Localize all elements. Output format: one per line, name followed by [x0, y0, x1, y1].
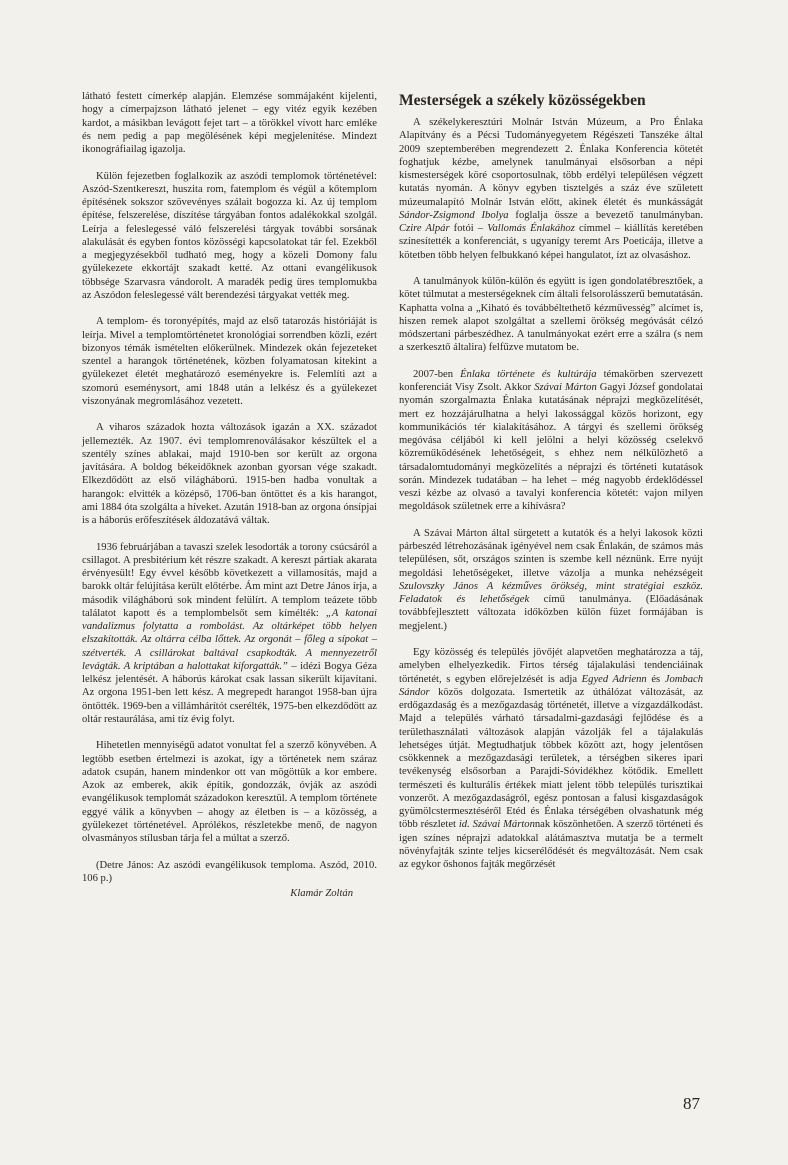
- paragraph-text: című tanulmánya. (Előadásának továbbfejlesztett változata időközben külön füzet formájában is megjelent.): [399, 594, 703, 632]
- paragraph-text: foglalja össze a bevezető tanulmányban.: [508, 209, 703, 221]
- paragraph: [82, 541, 377, 727]
- paragraph-text: és: [646, 673, 665, 685]
- paragraph: A viharos századok hozta változások igazán a XX. századot jellemezték. Az 1907. évi templomrenoválásakor készültek el a szentély színes ablakai, majd 1910-ben sor került az orgona javítására. A boldog békeidőknek azonban gyorsan vége szakadt. Elkezdődött az első világháború. 1915-ben hadba vonultak a harangok: elvitték a középső, 1706-ban öntöttet és a kis harangot, ami 1884 óta szolgálta a híveket. Azután 1918-ban az orgona ónsípjai is a háborús erőfeszítések áldozatává váltak.: [82, 422, 377, 526]
- author-name: Jombach Sándor: [399, 673, 703, 698]
- paragraph: [399, 368, 703, 514]
- work-title: Énlaka története és kultúrája: [460, 368, 597, 380]
- author-name: Egyed Adrienn: [581, 673, 647, 685]
- paragraph: A tanulmányok külön-külön és együtt is igen gondolatébresztőek, a kötet túlmutat a mesterségeknek cím általi felsorolásszerű bemutatásán. Kaphatta volna a „Kiható és továbbéltethető kézművesség” alcímet is, hiszen remek alapot szolgáltat a szellemi örökség megóvását célzó módszertani párbeszédhez. A tanulmányokat ezért erre a szálra (s nem a szerkesztő általira) felfűzve mutatom be.: [399, 276, 703, 354]
- paragraph-text: 2007-ben: [413, 368, 461, 380]
- paragraph: [399, 527, 703, 633]
- citation: (Detre János: Az aszódi evangélikusok temploma. Aszód, 2010. 106 p.): [82, 859, 377, 884]
- paragraph: [399, 646, 703, 871]
- paragraph-text: fotói –: [449, 223, 488, 234]
- right-column: [399, 92, 703, 871]
- author-name: Czire Alpár: [399, 223, 450, 234]
- work-title: Szulovszky János A kézműves örökség, mint stratégiai eszköz. Feladatok és lehetőségek: [399, 580, 703, 605]
- paragraph-text: A székelykeresztúri Molnár István Múzeum, a Pro Énlaka Alapítvány és a Pécsi Tudományegyetem Régészeti Tanszéke által 2009 szeptemberében megrendezett 2. Énlaka Konferencia kötetét foghatjuk kézbe, amelynek tanulmányai elsősorban a népi kismesterségek köré csoportosulnak, több erdélyi településen végzett kutatás nyomán. A könyv egyben tisztelgés a száz éve született múzeumalapító Molnár István előtt, akinek életét és munkásságát: [399, 117, 703, 208]
- paragraph-text: témakörben szervezett konferenciát Visy Zsolt. Akkor: [399, 368, 703, 393]
- paragraph-text: címmel – kiállítás keretében színesítették a konferenciát, s ugyanígy teremt Ars Poeticája, illetve a kötetben több helyen felbukkanó képei hangulatot, ízt az olvasáshoz.: [399, 223, 704, 261]
- author-name: Szávai Márton: [534, 382, 597, 393]
- paragraph-text: közös dolgozata. Ismertetik az úthálózat változását, az erdőgazdaság és a mezőgazdaság történetét, illetve a vízgazdálkodást. Majd a település várható társadalmi-gazdasági fejlődése és a területhasználati változások alapján vázolják fel a tájalakulás lehetséges útját. Megtudhatjuk többek között azt, hogy jelentősen csökkennek a mezőgazdasági területek, a térségben sikeres ipari tevékenység elsősorban a Parajdi-Sóvidékhez kötődik. Emellett természeti és kulturális értékek miatt jelent több település turisztikai vonzerőt. A mezőgazdaságról, egész pontosan a falusi kisgazdaságok gyümölcstermesztéséről Etéd és Énlaka térségében olvashatunk még több részletet: [399, 686, 703, 831]
- paragraph-text: nak köszönhetően. A szerző történeti és igen színes néprajzi adatokkal alátámasztva mutatja be a termelt növényfajták szinte teljes kicserélődését és megváltozását. Nem csak az egykor őshonos fajták megőrzését: [399, 819, 703, 870]
- paragraph: Hihetetlen mennyiségű adatot vonultat fel a szerző könyvében. A legtöbb esetben értelmezi is azokat, így a történetek nem száraz adatok csupán, hanem mindenkor ott van mögöttük a kor embere. Azok az emberek, akik építik, gondozzák, óvják az aszódi evangélikusok templomát századokon keresztül. A templom története eggyé válik a könyvben – ahogy az életben is – a közösség, a gyülekezet történetével. Aprólékos, részletekbe menő, de nagyon olvasmányos stílusban tárja fel a múltat a szerző.: [82, 740, 377, 844]
- page-number: 87: [683, 1094, 700, 1113]
- author-name: Sándor-Zsigmond Ibolya: [399, 209, 509, 221]
- paragraph-text: Egy közösség és település jövőjét alapvetően meghatározza a táj, amelyben elhelyezkedik. Firtos térség tájalakulási tendenciáinak történetét, s egyben előrejelzését is adja: [399, 647, 703, 685]
- article-heading: Mesterségek a székely közösségekben: [399, 92, 646, 109]
- work-title: Vallomás Énlakához: [487, 223, 575, 234]
- paragraph: látható festett címerkép alapján. Elemzése sommájaként kijelenti, hogy a címerpajzson látható jelenet – egy vitéz egyik kezében kardot, a másikban levágott fejet tart – a törökkel vívott harc emléke és nem pedig a pap megölésének képi megjelenítése. Mindezt ikonográfiailag igazolja.: [82, 91, 377, 155]
- paragraph-text: 1936 februárjában a tavaszi szelek lesodorták a torony csúcsáról a csillagot. A presbitérium két részre szakadt. A kereszt pártiak akarata érvényesült! Egy évvel később következett a villamosítás, majd a barokk oltár felújítása került előtérbe. Ám mint azt Detre János írja, a második világháború sok mindent felülírt. A templom teázete több találatot kapott és a templombelsőt sem kímélték:: [82, 541, 377, 619]
- author-signature: Klamár Zoltán: [290, 888, 353, 899]
- paragraph: Külön fejezetben foglalkozik az aszódi templomok történetével: Aszód-Szentkereszt, huszita rom, fatemplom és végül a kőtemplom építésének sokszor szövevényes szálait bogozza ki. Az új templom építése, felszerelése, díszítése tárgyában fontos adalékokkal szolgál. Leírja a feleslegessé váló felszerelési tárgyak további sorsának alakulását és egyben fontos közösségi kapcsolatokat tár fel. Ezekből a megjegyzésekből tudható meg, hogy a közeli Domony falu gyülekezete ekkortájt szakadt ketté. Az ottani evangélikusok többsége Szarvasra vándorolt. A maradék pedig üres templomukba az Aszódon feleslegessé vált berendezési tárgyakat vették meg.: [82, 170, 377, 301]
- author-name: id. Szávai Márton: [458, 819, 535, 831]
- paragraph-text: A Szávai Márton által sürgetett a kutatók és a helyi lakosok közti párbeszéd létrehozásának igényével nem csak Énlakán, de számos más településen, sőt, országos szinten is szembe kell néznünk. Erre nyújt megoldási lehetőségeket, illetve vázolja a munka nehézségeit: [399, 527, 703, 579]
- paragraph-text: – idézi Bogya Géza lelkész jelentését. A háborús károkat csak lassan sikerült kijavítani. Az orgona 1951-ben lett kész. A megrepedt harangot 1958-ban újra öntötték. 1969-ben a villámhárítót cserélték, 1975-ben elkezdődött az oltár restaurálása, ami tíz évig folyt.: [82, 660, 377, 725]
- quotation: „A katonai vandalizmus folytatta a rombolást. Az oltárképet több helyen elszakították. Az oltárra célba lőttek. Az orgonát – főleg a sípokat – szétverték. A csillárokat baltával csapkodták. A mennyezetről levágták. A kriptában a halottakat kiforgatták.”: [82, 607, 377, 672]
- paragraph: A templom- és toronyépítés, majd az első tatarozás históriáját is leírja. Mivel a templomtörténetet kronológiai sorrendben közli, ezért bizonyos témák ismételten előkerülnek. Mindezek okán fejezeteket szentel a harangok történetének, közben folyamatosan kitekint a gyülekezet életét meghatározó eseményekre is. Felemlíti azt a szomorú eseménysort, ami 1848 után a lelkész és a gyülekezet viszonyának megromlásához vezetett.: [82, 316, 377, 407]
- left-column: [82, 90, 377, 900]
- paragraph: [399, 116, 703, 262]
- paragraph-text: Gagyi József gondolatai nyomán szorgalmazta Énlaka kutatásának néprajzi megközelítését, mert ez hozzájárulhatna a helyi lakossággal közös horizont, egy kommunikációs tér kialakításához. A tárgyi és szellemi örökség megóvása céljából ki kell jelölni a helyi közösség cselekvő közreműködésének lehetőségeit, s ehhez nem nélkülözhető a társadalomtudományi megközelítés a néprajzi és történeti kutatások során. Mindezek tudatában – ha lehet – még nagyobb érdeklődéssel veszi kézbe az olvasó a tavalyi konferencia kötetét: vajon milyen megoldások születnek erre a kihívásra?: [399, 382, 703, 513]
